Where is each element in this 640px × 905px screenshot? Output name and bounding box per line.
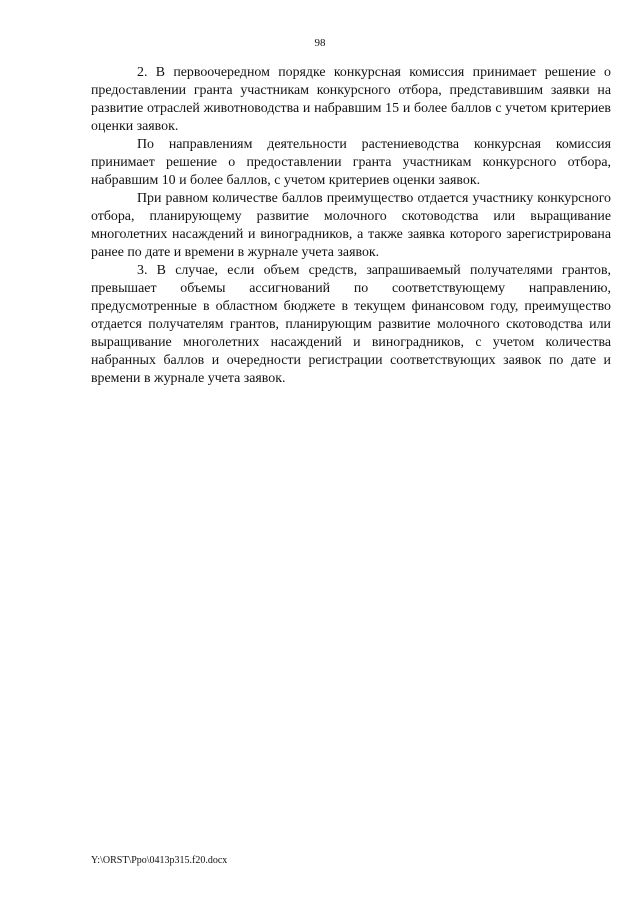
page-number: 98 — [314, 37, 326, 49]
document-body — [91, 64, 611, 388]
paragraph-priority-livestock: 2. В первоочередном порядке конкурсная комиссия принимает решение о предоставлении гранта участникам конкурсного отбора, представившим заявки на развитие отраслей животноводства и набравшим 15 и более баллов с учетом критериев оценки заявок. — [91, 65, 611, 134]
paragraph-funds-exceed: 3. В случае, если объем средств, запрашиваемый получателями грантов, превышает объемы ассигнований по соответствующему направлению, предусмотренные в областном бюджете в текущем финансовом году, преимущество отдается получателям грантов, планирующим развитие молочного скотоводства или выращивание многолетних насаждений и виноградников, с учетом количества набранных баллов и очередности регистрации соответствующих заявок по дате и времени в журнале учета заявок. — [91, 263, 611, 386]
paragraph-equal-score: При равном количестве баллов преимущество отдается участнику конкурсного отбора, планирующему развитие молочного скотоводства или выращивание многолетних насаждений и виноградников, а также заявка которого зарегистрирована ранее по дате и времени в журнале учета заявок. — [91, 191, 611, 260]
footer-file-path: Y:\ORST\Ppo\0413p315.f20.docx — [91, 855, 228, 866]
paragraph-crop-production: По направлениям деятельности растениеводства конкурсная комиссия принимает решение о предоставлении гранта участникам конкурсного отбора, набравшим 10 и более баллов, с учетом критериев оценки заявок. — [91, 137, 611, 188]
